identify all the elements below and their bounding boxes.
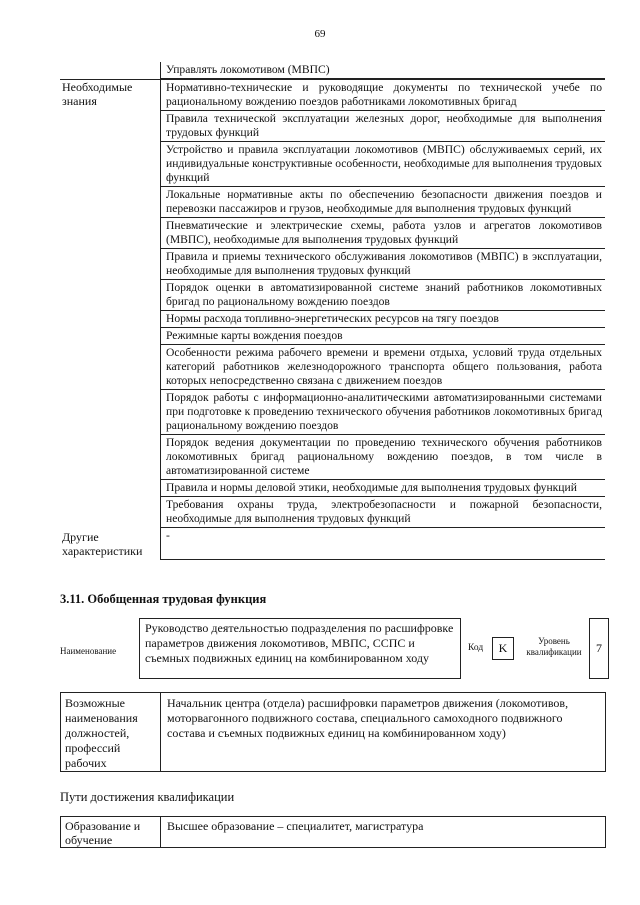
table-row: [60, 79, 605, 528]
name-value: Руководство деятельностью подразделения по расшифровке параметров движения локомотивов, МВПС, ССПС и съемных подвижных единиц на комбинированном ходу: [139, 618, 461, 679]
section-title: 3.11. Обобщенная трудовая функция: [60, 592, 267, 606]
other-value: -: [160, 528, 605, 560]
knowledge-table: [60, 62, 605, 560]
table-row: [60, 62, 605, 79]
positions-label: Возможные наименования должностей, профессий рабочих: [61, 693, 161, 771]
list-item: Нормы расхода топливно-энергетических ресурсов на тягу поездов: [160, 311, 605, 328]
education-label: Образование и обучение: [61, 817, 161, 847]
list-item: Режимные карты вождения поездов: [160, 328, 605, 345]
list-item: Правила и нормы деловой этики, необходимые для выполнения трудовых функций: [160, 480, 605, 497]
list-item: Порядок работы с информационно-аналитическими автоматизированными системами при подготовке к проведению технического обучения работников локомотивных бригад рациональному вождению поездов: [160, 390, 605, 435]
other-label: Другие характеристики: [62, 530, 143, 558]
positions-value: Начальник центра (отдела) расшифровки параметров движения (локомотивов, моторвагонного подвижного состава, специального самоходного подвижного состава и съемных подвижных единиц на комбинированном ходу): [167, 696, 569, 740]
knowledge-label: Необходимые знания: [60, 79, 160, 528]
name-label: Наименование: [60, 646, 117, 656]
code-label: Код: [468, 643, 484, 653]
page-number: 69: [314, 28, 326, 40]
ways-title: Пути достижения квалификации: [60, 790, 235, 804]
positions-table: [60, 692, 606, 772]
level-label: Уровень квалификации: [526, 636, 582, 657]
education-table: [60, 816, 606, 848]
list-item: Нормативно-технические и руководящие документы по технической учебе по рациональному вождению поездов работниками локомотивных бригад: [160, 79, 605, 111]
knowledge-list: [160, 79, 605, 528]
list-item: Правила и приемы технического обслуживания локомотивов (МВПС) в эксплуатации, необходимые для выполнения трудовых функций: [160, 249, 605, 280]
list-item: Порядок оценки в автоматизированной системе знаний работников локомотивных бригад по рациональному вождению поездов: [160, 280, 605, 311]
table-row: [60, 528, 605, 560]
list-item: Особенности режима рабочего времени и времени отдыха, условий труда отдельных категорий работников железнодорожного транспорта общего пользования, работа которых непосредственно связана с движением поездов: [160, 345, 605, 390]
list-item: Устройство и правила эксплуатации локомотивов (МВПС) обслуживаемых серий, их индивидуальные конструктивные особенности, необходимые для выполнения трудовых функций: [160, 142, 605, 187]
level-value: 7: [589, 618, 609, 679]
education-value: Высшее образование – специалитет, магистратура: [167, 819, 424, 833]
list-item: Локальные нормативные акты по обеспечению безопасности движения поездов и перевозки пассажиров и грузов, необходимые для выполнения трудовых функций: [160, 187, 605, 218]
list-item: Правила технической эксплуатации железных дорог, необходимые для выполнения трудовых функций: [160, 111, 605, 142]
list-item: Пневматические и электрические схемы, работа узлов и агрегатов локомотивов (МВПС), необходимые для выполнения трудовых функций: [160, 218, 605, 249]
top-item: Управлять локомотивом (МВПС): [160, 62, 605, 79]
code-value: K: [492, 637, 514, 660]
list-item: Требования охраны труда, электробезопасности и пожарной безопасности, необходимые для выполнения трудовых функций: [160, 497, 605, 528]
list-item: Порядок ведения документации по проведению технического обучения работников локомотивных бригад рациональному вождению поездов, в том числе в автоматизированной системе: [160, 435, 605, 480]
